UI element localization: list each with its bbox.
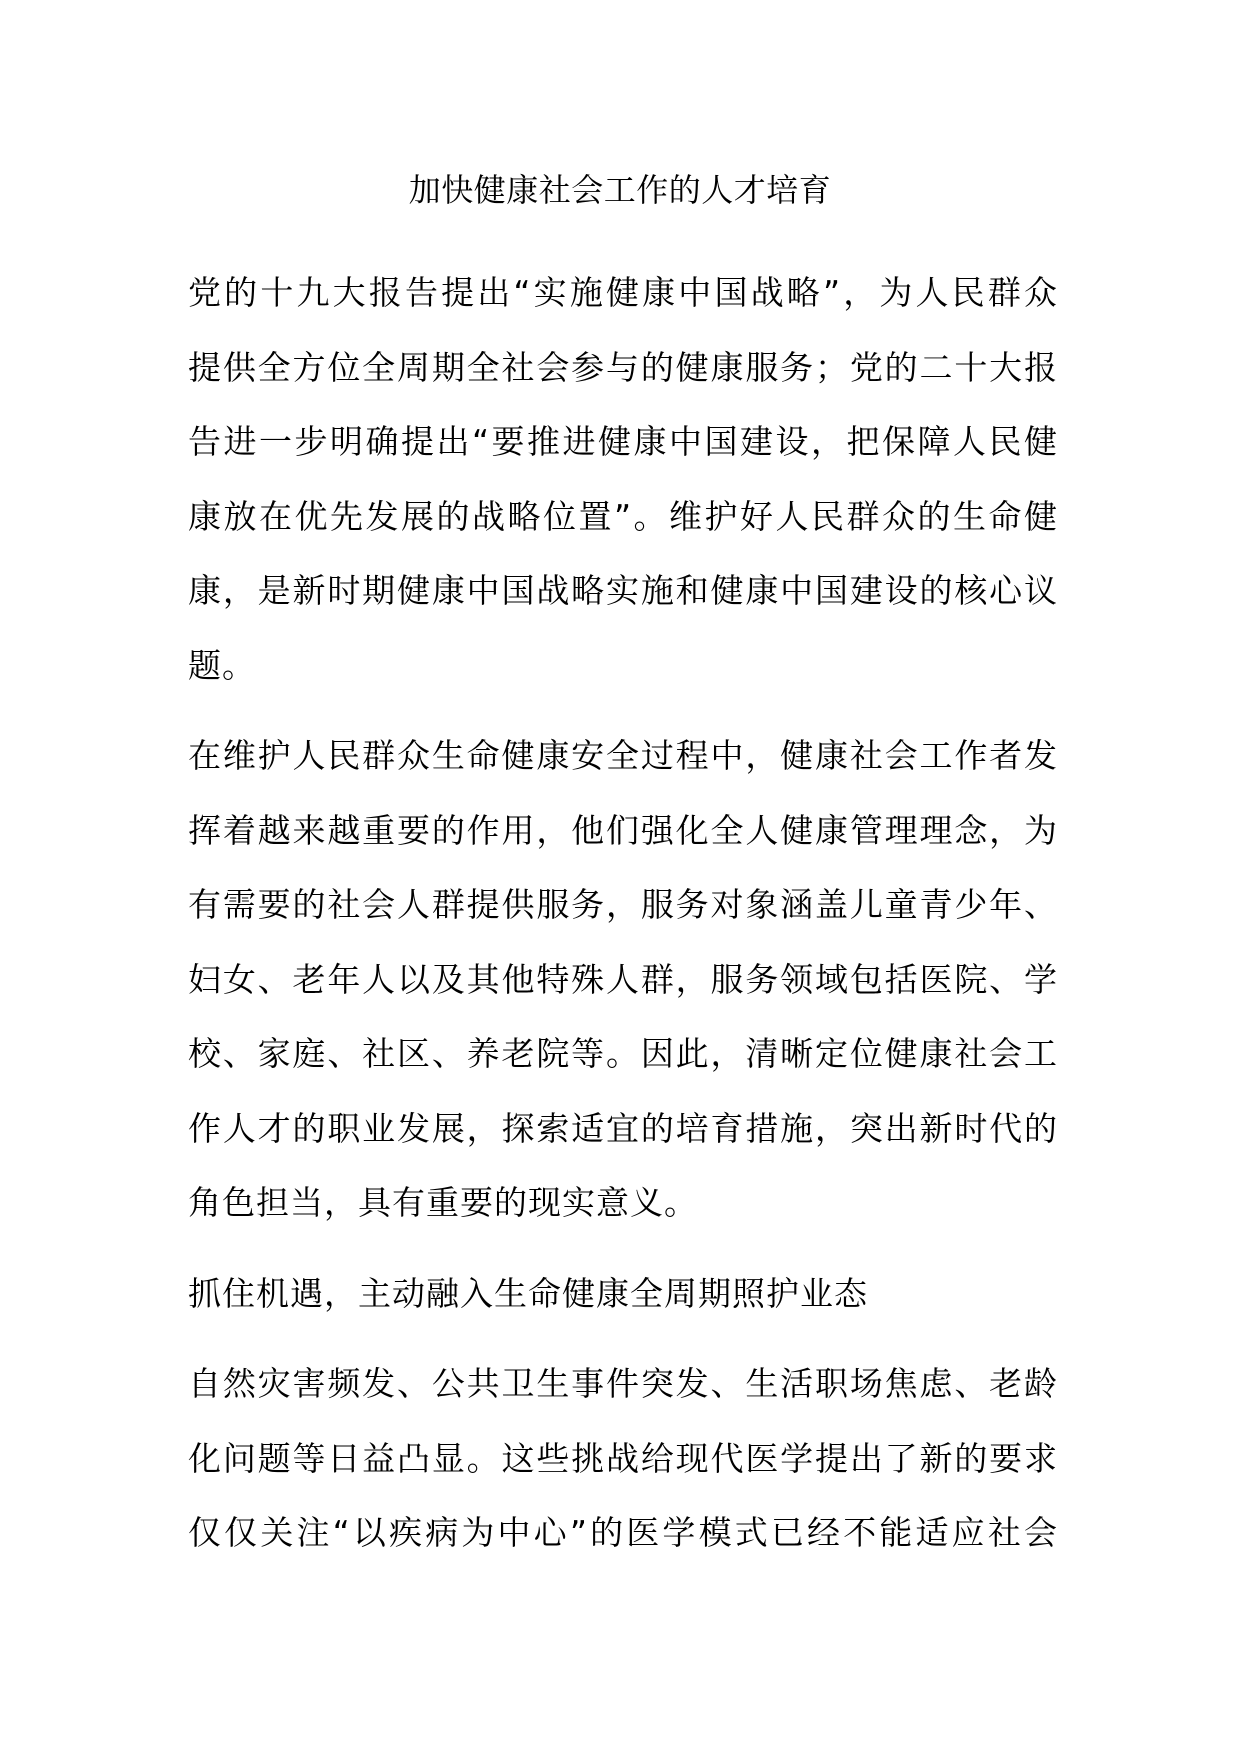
paragraph-line: 挥着越来越重要的作用，他们强化全人健康管理理念，为 <box>188 810 1058 850</box>
paragraph-line: 有需要的社会人群提供服务，服务对象涵盖儿童青少年、 <box>188 885 1058 924</box>
paragraph-line: 在维护人民群众生命健康安全过程中，健康社会工作者发 <box>188 736 1058 775</box>
document-title: 加快健康社会工作的人才培育 <box>408 171 832 209</box>
paragraph-line: 角色担当，具有重要的现实意义。 <box>188 1183 698 1222</box>
paragraph-line: 党的十九大报告提出“实施健康中国战略”，为人民群众 <box>188 273 1058 312</box>
paragraph-line: 化问题等日益凸显。这些挑战给现代医学提出了新的要求 <box>188 1438 1058 1478</box>
paragraph-line: 自然灾害频发、公共卫生事件突发、生活职场焦虑、老龄 <box>188 1364 1058 1403</box>
paragraph-line: 康放在优先发展的战略位置”。维护好人民群众的生命健 <box>188 496 1058 536</box>
paragraph-3 <box>188 1347 1058 1571</box>
paragraph-line: 告进一步明确提出“要推进健康中国建设，把保障人民健 <box>188 422 1058 461</box>
section-heading: 抓住机遇，主动融入生命健康全周期照护业态 <box>188 1273 868 1313</box>
paragraph-line: 提供全方位全周期全社会参与的健康服务；党的二十大报 <box>188 347 1058 387</box>
document-body <box>188 256 1058 1587</box>
paragraph-line: 康，是新时期健康中国战略实施和健康中国建设的核心议 <box>188 571 1058 610</box>
paragraph-1 <box>188 256 1058 703</box>
paragraph-line: 校、家庭、社区、养老院等。因此，清晰定位健康社会工 <box>188 1034 1058 1073</box>
paragraph-line: 妇女、老年人以及其他特殊人群，服务领域包括医院、学 <box>188 959 1058 999</box>
paragraph-line: 题。 <box>188 645 256 685</box>
paragraph-line: 作人才的职业发展，探索适宜的培育措施，突出新时代的 <box>188 1108 1058 1148</box>
paragraph-2 <box>188 719 1058 1241</box>
paragraph-line: 仅仅关注“以疾病为中心”的医学模式已经不能适应社会 <box>188 1513 1058 1552</box>
